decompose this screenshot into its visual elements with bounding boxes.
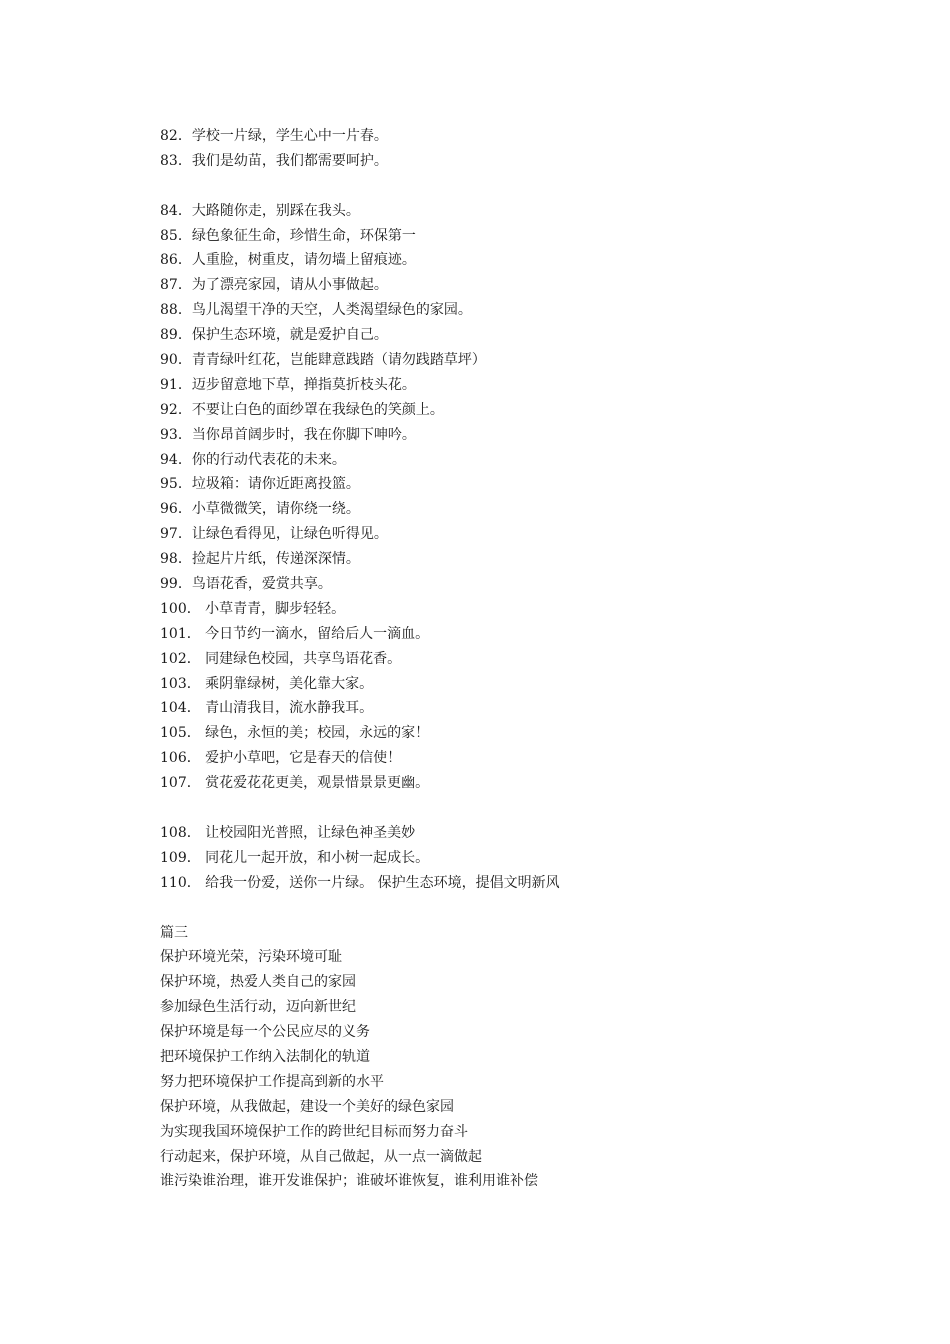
slogan-line: 96．小草微微笑，请你绕一绕。 [160,501,360,518]
section-line: 保护环境光荣，污染环境可耻 [160,949,342,966]
slogan-line: 83．我们是幼苗，我们都需要呵护。 [160,152,388,169]
slogan-line: 91．迈步留意地下草，掸指莫折枝头花。 [160,376,416,393]
slogan-line: 82．学校一片绿，学生心中一片春。 [160,128,388,144]
slogan-line: 84．大路随你走，别踩在我头。 [160,202,360,219]
slogan-line: 103． 乘阴靠绿树，美化靠大家。 [160,675,374,692]
section-line: 谁污染谁治理，谁开发谁保护；谁破坏谁恢复，谁利用谁补偿 [160,1173,538,1190]
slogan-line: 87．为了漂亮家园，请从小事做起。 [160,277,388,294]
slogan-line: 94．你的行动代表花的未来。 [160,451,346,468]
slogan-group-c [160,821,860,896]
slogan-line: 92．不要让白色的面纱罩在我绿色的笑颜上。 [160,401,444,418]
section-line: 保护环境是每一个公民应尽的义务 [160,1024,370,1041]
slogan-group-a [160,124,860,174]
slogan-line: 109． 同花儿一起开放，和小树一起成长。 [160,849,430,866]
slogan-line: 105． 绿色，永恒的美；校园，永远的家！ [160,725,430,742]
section-line: 保护环境，热爱人类自己的家园 [160,974,356,991]
slogan-line: 97．让绿色看得见，让绿色听得见。 [160,526,388,543]
slogan-group-b [160,199,860,796]
section-line: 保护环境，从我做起，建设一个美好的绿色家园 [160,1098,454,1115]
slogan-line: 102． 同建绿色校园，共享鸟语花香。 [160,650,402,667]
section-line: 行动起来，保护环境，从自己做起，从一点一滴做起 [160,1148,482,1165]
paragraph-gap [160,796,860,821]
slogan-line: 108． 让校园阳光普照，让绿色神圣美妙 [160,824,416,841]
slogan-line: 107． 赏花爱花花更美，观景惜景景更幽。 [160,775,430,792]
paragraph-gap [160,174,860,199]
slogan-line: 85．绿色象征生命，珍惜生命，环保第一 [160,227,416,244]
section-line: 把环境保护工作纳入法制化的轨道 [160,1048,370,1065]
section-title: 篇三 [160,924,188,941]
slogan-line: 101． 今日节约一滴水，留给后人一滴血。 [160,625,430,642]
section-line: 为实现我国环境保护工作的跨世纪目标而努力奋斗 [160,1123,468,1140]
slogan-line: 100． 小草青青，脚步轻轻。 [160,600,346,617]
paragraph-gap [160,896,860,921]
slogan-line: 89．保护生态环境，就是爱护自己。 [160,327,388,344]
section-line: 努力把环境保护工作提高到新的水平 [160,1073,384,1090]
slogan-line: 95．垃圾箱：请你近距离投篮。 [160,476,360,493]
section-line: 参加绿色生活行动，迈向新世纪 [160,999,356,1016]
slogan-line: 90．青青绿叶红花，岂能肆意践踏（请勿践踏草坪） [160,352,486,369]
slogan-line: 104． 青山清我目，流水静我耳。 [160,700,374,717]
slogan-line: 88．鸟儿渴望干净的天空，人类渴望绿色的家园。 [160,302,472,319]
slogan-line: 99．鸟语花香，爱赏共享。 [160,576,332,593]
document-body [160,124,860,1194]
slogan-line: 86．人重脸，树重皮，请勿墙上留痕迹。 [160,252,416,269]
slogan-line: 110． 给我一份爱，送你一片绿。 保护生态环境，提倡文明新风 [160,874,560,891]
section-three [160,921,860,1195]
slogan-line: 106． 爱护小草吧，它是春天的信使！ [160,750,402,767]
slogan-line: 98．捡起片片纸，传递深深情。 [160,551,360,568]
slogan-line: 93．当你昂首阔步时，我在你脚下呻吟。 [160,426,416,443]
